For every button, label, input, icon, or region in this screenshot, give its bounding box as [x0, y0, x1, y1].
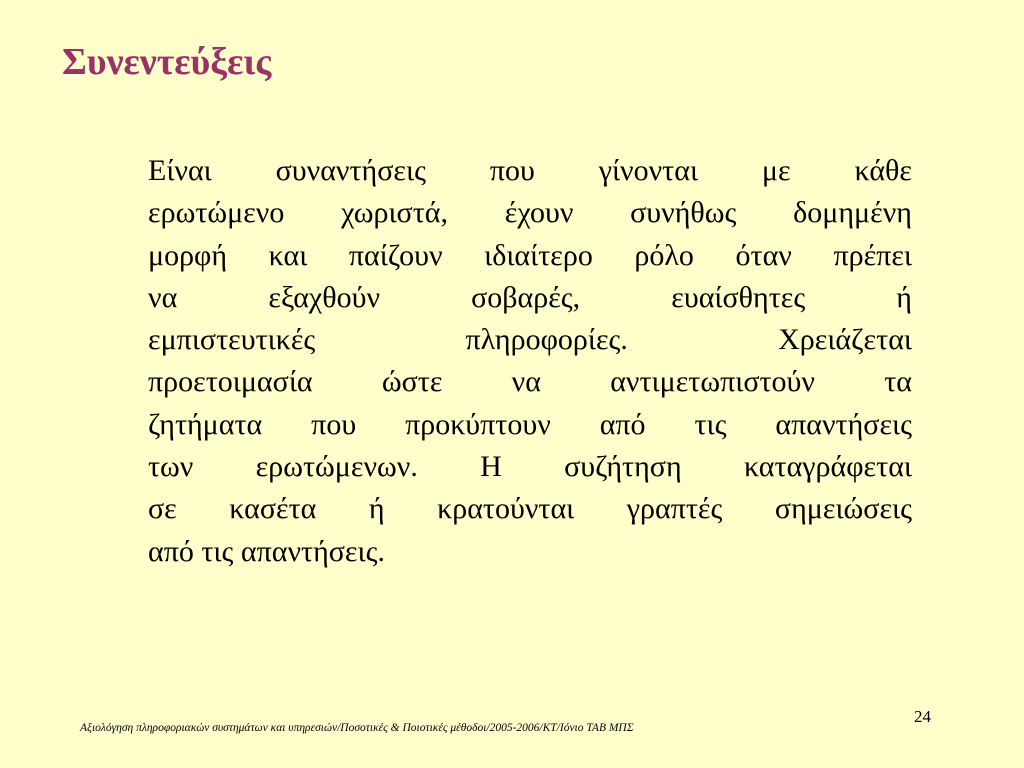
- body-line: ζητήματα που προκύπτουν από τις απαντήσεις: [148, 407, 912, 441]
- body-line: από τις απαντήσεις.: [148, 534, 385, 568]
- slide-body: [148, 150, 912, 573]
- body-line: ερωτώμενο χωριστά, έχουν συνήθως δομημένη: [148, 196, 912, 230]
- body-line: των ερωτώμενων. Η συζήτηση καταγράφεται: [148, 450, 912, 484]
- slide-title: Συνεντεύξεις: [62, 41, 272, 83]
- page-number: 24: [914, 707, 931, 726]
- body-line: προετοιμασία ώστε να αντιμετωπιστούν τα: [148, 365, 912, 399]
- body-line: εμπιστευτικές πληροφορίες. Χρειάζεται: [148, 323, 912, 357]
- body-line: Είναι συναντήσεις που γίνονται με κάθε: [148, 154, 912, 187]
- body-line: σε κασέτα ή κρατούνται γραπτές σημειώσεις: [148, 492, 912, 526]
- body-line: μορφή και παίζουν ιδιαίτερο ρόλο όταν πρέπει: [148, 238, 912, 272]
- slide-footer: Αξιολόγηση πληροφοριακών συστημάτων και υπηρεσιών/Ποσοτικές & Ποιοτικές μέθοδοι/2005-2006/ΚΤ/Ιόνιο ΤΑΒ ΜΠΣ: [80, 722, 634, 734]
- body-line: να εξαχθούν σοβαρές, ευαίσθητες ή: [148, 280, 912, 314]
